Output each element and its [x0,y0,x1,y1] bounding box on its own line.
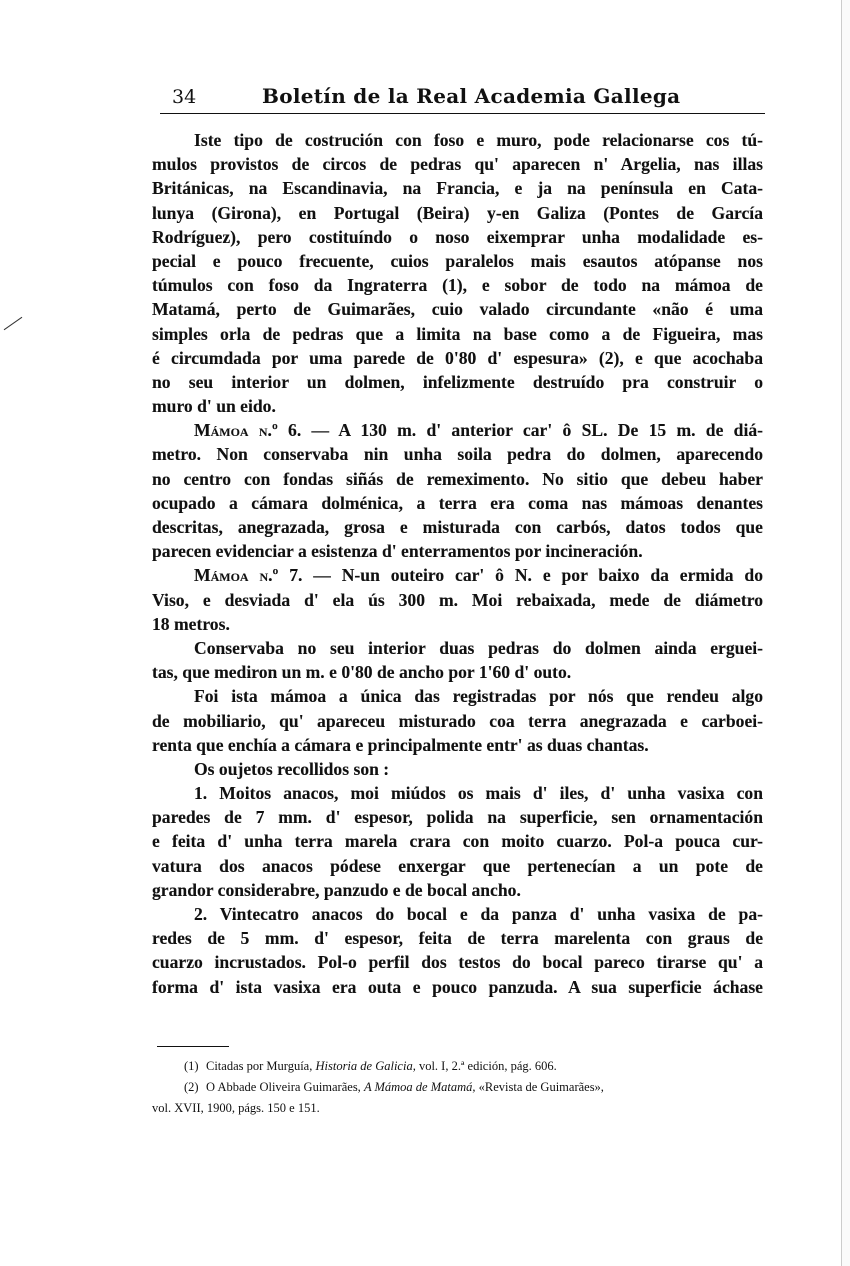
text-line [152,902,763,926]
text-line [152,322,763,346]
line-text: tas, que mediron un m. e 0'80 de ancho por 1'60 d' outo. [152,662,572,683]
paragraph [152,128,763,418]
paragraph [152,781,763,902]
text-line [152,297,763,321]
text-line [152,225,763,249]
line-text: é circumdada por uma parede de 0'80 d' espesura» (2), e que acochaba [152,347,763,368]
section-heading: Mámoa n.º [194,565,279,586]
text-line [152,491,763,515]
text-line [152,733,763,757]
text-line [152,539,763,563]
line-text: Iste tipo de costrución con foso e muro, pode relacionarse cos tú- [194,130,763,150]
footnote-rule [157,1046,229,1047]
text-line [152,249,763,273]
footnote-title: A Mámoa de Matamá, [363,1080,476,1094]
paragraph [152,684,763,757]
text-line [152,950,763,974]
text-line [152,588,763,612]
footnote-number: (1) [184,1059,199,1073]
text-line [152,709,763,733]
line-text: de mobiliario, qu' apareceu misturado coa terra anegrazada e carboei- [152,710,763,731]
text-line [152,176,763,200]
line-text: grandor considerabre, panzudo e de bocal ancho. [152,879,521,900]
paragraph [152,418,763,563]
footnote-text: vol. I, 2.ª edición, pág. 606. [415,1059,557,1073]
line-text: 18 metros. [152,613,230,634]
line-text: Matamá, perto de Guimarães, cuio valado circundante «não é uma [152,299,763,320]
footnote [152,1077,763,1098]
section-heading: Mámoa n.º [194,420,278,441]
paragraph [152,636,763,684]
footnote-number: (2) [184,1080,199,1094]
line-text: no centro con fondas siñás de remeximento. No sitio que debeu haber [152,468,763,489]
line-text: e feita d' unha terra marela crara con moito cuarzo. Pol-a pouca cur- [152,831,763,852]
text-line [152,152,763,176]
paragraph [152,757,763,781]
line-text: redes de 5 mm. d' espesor, feita de terra marelenta con graus de [152,928,763,949]
line-text: muro d' un eido. [152,396,276,417]
line-text: 2. Vintecatro anacos do bocal e da panza d' unha vasixa de pa- [194,904,763,924]
text-line [152,418,763,442]
line-text: Viso, e desviada d' ela ús 300 m. Moi rebaixada, mede de diámetro [152,589,763,610]
line-text: lunya (Girona), en Portugal (Beira) y-en Galiza (Pontes de García [152,202,763,223]
text-line [152,128,763,152]
text-line [152,660,763,684]
text-line [152,829,763,853]
text-line [152,926,763,950]
line-text: metro. Non conservaba nin unha soila pedra do dolmen, aparecendo [152,444,763,465]
text-line [152,370,763,394]
footnote-text: O Abbade Oliveira Guimarães, [206,1080,364,1094]
line-text: simples orla de pedras que a limita na base como a de Figueira, mas [152,323,763,344]
line-text: 1. Moitos anacos, moi miúdos os mais d' iles, d' unha vasixa con [194,783,763,804]
footnote-continuation: vol. XVII, 1900, págs. 150 e 151. [152,1101,320,1115]
text-line [152,757,763,781]
footnote-text: Citadas por Murguía, [206,1059,316,1073]
text-line [152,805,763,829]
text-line [152,515,763,539]
footnote-title: Historia de Galicia, [315,1059,416,1073]
line-text: 6. — A 130 m. d' anterior car' ô SL. De 15 m. de diá- [277,420,764,441]
line-text: no seu interior un dolmen, infelizmente destruído pra construir o [152,371,763,392]
line-text: parecen evidenciar a esistenza d' enterramentos por incineración. [152,541,643,562]
paragraph [152,563,763,636]
text-line [152,467,763,491]
line-text: vatura dos anacos pódese enxergar que pertenecían a un pote de [152,855,763,876]
page-edge [841,0,850,1266]
text-line [152,781,763,805]
line-text: 7. — N-un outeiro car' ô N. e por baixo da ermida do [278,565,763,586]
text-line [152,636,763,660]
body-text [152,128,763,999]
line-text: forma d' ista vasixa era outa e pouco panzuda. A sua superficie áchase [152,976,763,997]
text-line [152,854,763,878]
text-line [152,201,763,225]
text-line [152,612,763,636]
line-text: pecial e pouco frecuente, cuios paralelos mais esautos atópanse nos [152,250,763,271]
margin-mark [4,317,23,330]
text-line [152,684,763,708]
line-text: Conservaba no seu interior duas pedras do dolmen ainda erguei- [194,637,763,658]
text-line [152,878,763,902]
line-text: ocupado a cámara dolménica, a terra era coma nas mámoas denantes [152,492,763,513]
line-text: mulos provistos de circos de pedras qu' aparecen n' Argelia, nas illas [152,154,763,175]
line-text: túmulos con foso da Ingraterra (1), e sobor de todo na mámoa de [152,275,763,296]
line-text: Os oujetos recollidos son : [194,758,390,779]
text-line [152,394,763,418]
text-line [152,273,763,297]
line-text: cuarzo incrustados. Pol-o perfil dos testos do bocal pareco tirarse qu' a [152,952,763,973]
line-text: descritas, anegrazada, grosa e misturada con carbós, datos todos que [152,517,763,537]
line-text: renta que enchía a cámara e principalmente entr' as duas chantas. [152,734,649,755]
footnote [152,1056,763,1077]
text-line [152,442,763,466]
line-text: Británicas, na Escandinavia, na Francia, e ja na península en Cata- [152,178,763,199]
text-line [152,975,763,999]
line-text: Foi ista mámoa a única das registradas por nós que rendeu algo [194,686,763,707]
text-line [152,346,763,370]
paragraph [152,902,763,999]
text-line [152,563,763,587]
page-number: 34 [172,86,197,108]
footnote-text: «Revista de Guimarães», [475,1080,604,1094]
header-rule [160,113,765,114]
footnotes [152,1056,763,1119]
line-text: Rodríguez), pero costituíndo o noso eixemprar unha modalidade es- [152,226,763,247]
line-text: paredes de 7 mm. d' espesor, polida na superficie, sen ornamentación [152,807,763,828]
running-title: Boletín de la Real Academia Gallega [262,84,681,108]
